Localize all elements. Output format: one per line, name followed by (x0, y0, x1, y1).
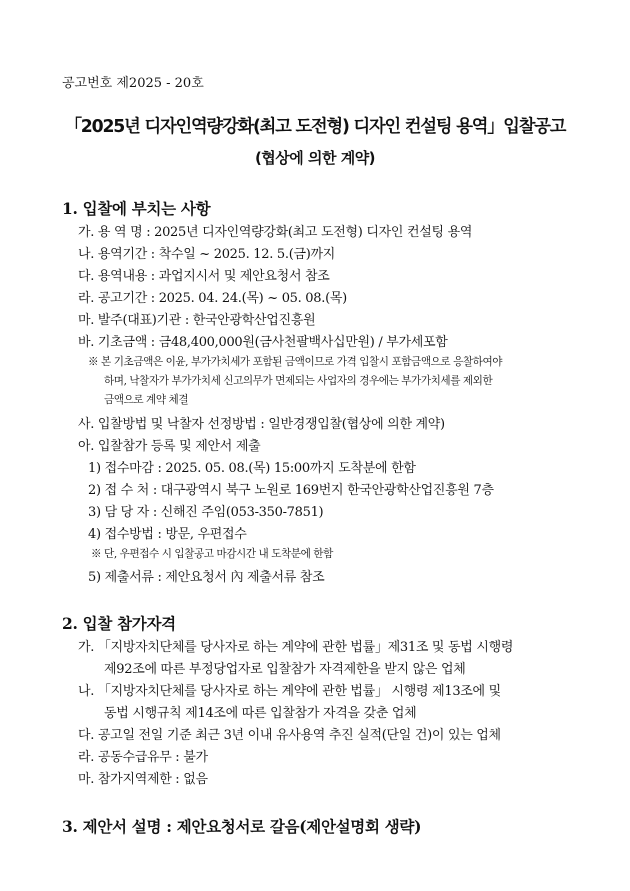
section1-subnote: ※ 단, 우편접수 시 입찰공고 마감시간 내 도착분에 한함 (91, 548, 333, 560)
section1-note-line: ※ 본 기초금액은 이윤, 부가가치세가 포함된 금액이므로 가격 입찰시 포함금액으로 응찰하여야 (88, 356, 503, 368)
section1-item-bid-registration: 아. 입찰참가 등록 및 제안서 제출 (78, 439, 261, 454)
notice-number: 공고번호 제2025 - 20호 (62, 76, 204, 91)
section1-item-service-content: 다. 용역내용 : 과업지시서 및 제안요청서 참조 (78, 269, 330, 284)
section1-subitem-reception: 2) 접 수 처 : 대구광역시 북구 노원로 169번지 한국안광학산업진흥원 7층 (88, 483, 494, 498)
section1-item-notice-period: 라. 공고기간 : 2025. 04. 24.(목) ~ 05. 08.(목) (78, 291, 347, 306)
section1-subitem-contact: 3) 담 당 자 : 신해진 주임(053-350-7851) (88, 505, 324, 520)
section2-item-line: 라. 공동수급유무 : 불가 (78, 750, 208, 765)
section2-item-line: 마. 참가지역제한 : 없음 (78, 772, 208, 787)
section2-heading: 2. 입찰 참가자격 (62, 614, 176, 633)
section2-item-line: 가. 「지방자치단체를 당사자로 하는 계약에 관한 법률」제31조 및 동법 시행령 (78, 640, 514, 655)
section1-item-bid-method: 사. 입찰방법 및 낙찰자 선정방법 : 일반경쟁입찰(협상에 의한 계약) (78, 417, 445, 432)
section1-note-line: 하며, 낙찰자가 부가가치세 신고의무가 면제되는 사업자의 경우에는 부가가치세를 제외한 (104, 375, 493, 387)
section2-item-line: 나. 「지방자치단체를 당사자로 하는 계약에 관한 법률」 시행령 제13조에 및 (78, 684, 501, 699)
section1-subitem-documents: 5) 제출서류 : 제안요청서 內 제출서류 참조 (88, 570, 325, 585)
section2-item-line: 다. 공고일 전일 기준 최근 3년 이내 유사용역 추진 실적(단일 건)이 있는 업체 (78, 728, 501, 743)
section1-item-service-period: 나. 용역기간 : 착수일 ~ 2025. 12. 5.(금)까지 (78, 247, 336, 262)
section1-item-service-name: 가. 용 역 명 : 2025년 디자인역량강화(최고 도전형) 디자인 컨설팅 용역 (78, 225, 473, 240)
section1-item-ordering-agency: 마. 발주(대표)기관 : 한국안광학산업진흥원 (78, 313, 316, 328)
section1-subitem-method: 4) 접수방법 : 방문, 우편접수 (88, 527, 247, 542)
section2-item-line: 동법 시행규칙 제14조에 따른 입찰참가 자격을 갖춘 업체 (104, 706, 417, 721)
section1-item-base-amount: 바. 기초금액 : 금48,400,000원(금사천팔백사십만원) / 부가세포함 (78, 335, 448, 350)
document-subtitle: (협상에 의한 계약) (254, 149, 376, 167)
section1-note-line: 금액으로 계약 체결 (104, 394, 189, 406)
section1-subitem-deadline: 1) 접수마감 : 2025. 05. 08.(목) 15:00까지 도착분에 한함 (88, 461, 416, 476)
document-title: 「2025년 디자인역량강화(최고 도전형) 디자인 컨설팅 용역」입찰공고 (64, 117, 566, 137)
section2-item-line: 제92조에 따른 부정당업자로 입찰참가 자격제한을 받지 않은 업체 (104, 662, 466, 677)
section1-heading: 1. 입찰에 부치는 사항 (62, 199, 211, 218)
section3-heading: 3. 제안서 설명 : 제안요청서로 갈음(제안설명회 생략) (62, 817, 422, 836)
